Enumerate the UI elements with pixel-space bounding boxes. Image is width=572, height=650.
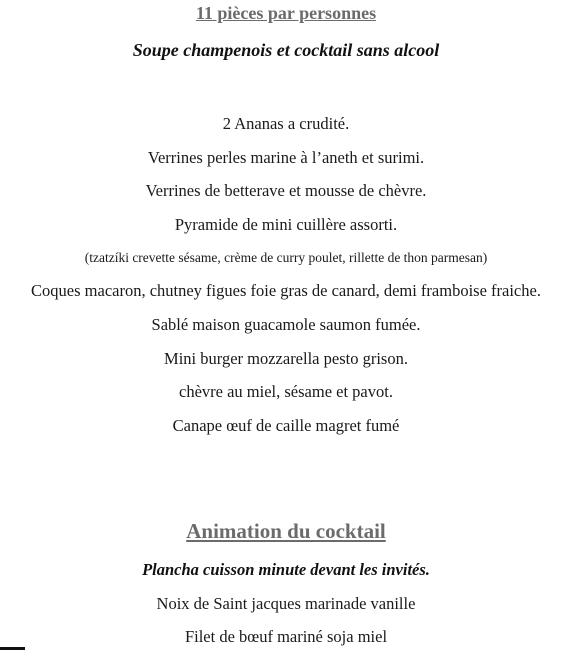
menu-item-note: (tzatzíki crevette sésame, crème de curry poulet, rillette de thon parmesan) [84,250,488,265]
menu-item: Mini burger mozzarella pesto grison. [164,349,408,368]
menu-item: Verrines perles marine à l’aneth et surimi. [147,148,425,167]
menu-item: chèvre au miel, sésame et pavot. [179,382,393,401]
section-subtitle-soupe: Soupe champenois et cocktail sans alcool [132,40,440,60]
menu-item: Sablé maison guacamole saumon fumée. [151,315,421,334]
menu-item: Noix de Saint jacques marinade vanille [156,594,416,613]
menu-item: Canape œuf de caille magret fumé [172,416,400,435]
section-subtitle-plancha: Plancha cuisson minute devant les invités. [142,560,430,579]
menu-item: 2 Ananas a crudité. [222,114,350,133]
menu-item: Coques macaron, chutney figues foie gras de canard, demi framboise fraiche. [31,281,541,300]
section-title-pieces: 11 pièces par personnes [195,3,377,23]
menu-item: Filet de bœuf mariné soja miel [184,627,388,646]
section-title-animation: Animation du cocktail [186,519,386,543]
menu-item: Pyramide de mini cuillère assorti. [174,215,398,234]
menu-item: Verrines de betterave et mousse de chèvre. [145,181,427,200]
